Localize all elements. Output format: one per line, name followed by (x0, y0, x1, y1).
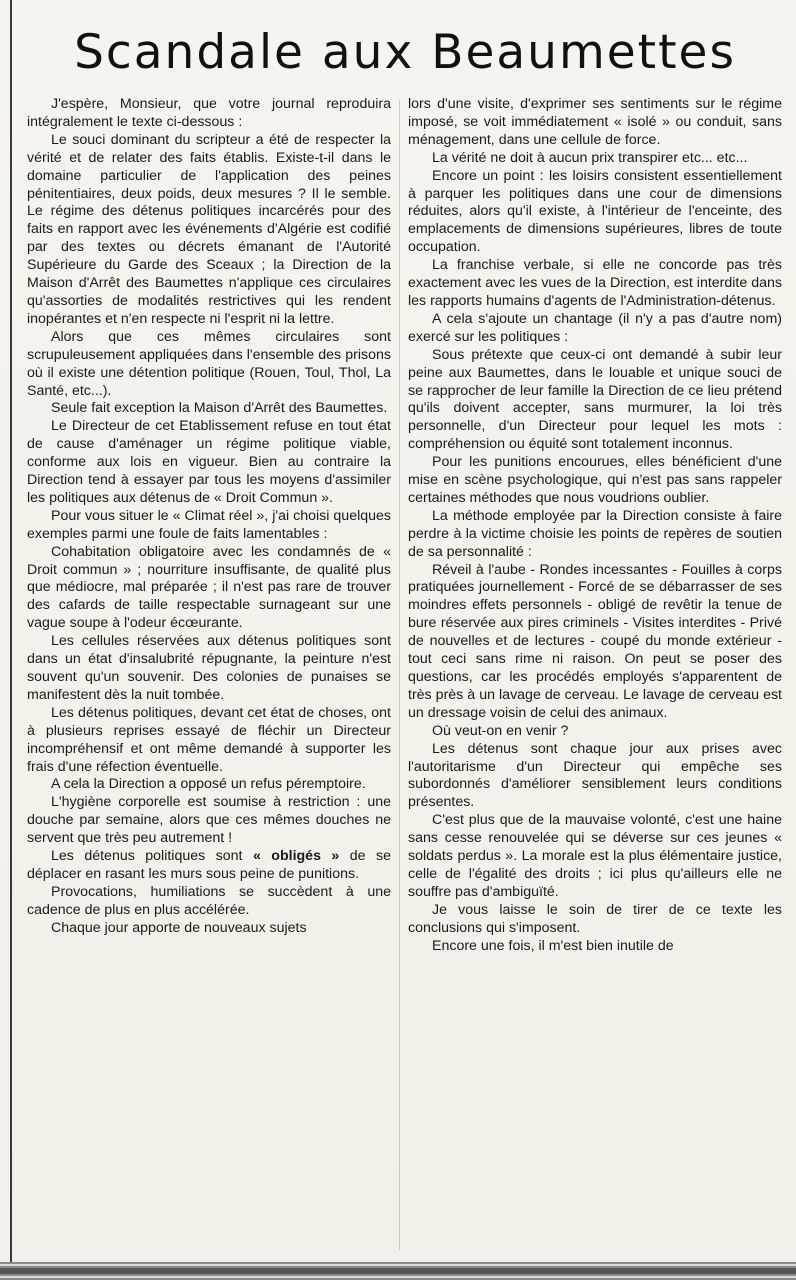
column-divider (399, 100, 400, 1250)
article-paragraph: Pour les punitions encourues, elles bénéficient d'une mise en scène psychologique, qui n'est pas sans rappeler certaines méthodes que nous voudrions oublier. (408, 454, 782, 506)
article-paragraph: Le souci dominant du scripteur a été de respecter la vérité et de relater des faits établis. Existe-t-il dans le domaine particulier de l'application des peines pénitentiaires, deux poids, deux mesures ? Il le semble. Le régime des détenus politiques incarcérés pour des faits en rapport avec les événements d'Algérie est codifié par des textes ou décrets émanant de l'Autorité Supérieure du Garde des Sceaux ; la Direction de la Maison d'Arrêt des Baumettes n'applique ces circulaires qu'assorties de modalités restrictives qui les rendent inopérantes et n'en respecte ni l'esprit ni la lettre. (27, 131, 391, 327)
article-paragraph: Les cellules réservées aux détenus politiques sont dans un état d'insalubrité répugnante, la peinture n'est souvent qu'un souvenir. Des colonies de punaises se manifestent dès la nuit tombée. (27, 633, 391, 703)
emphasized-word: « obligés » (252, 848, 340, 865)
article-paragraph: L'hygiène corporelle est soumise à restriction : une douche par semaine, alors que ces mêmes douches ne servent que très peu autrement ! (27, 794, 391, 847)
article-paragraph: A cela la Direction a opposé un refus péremptoire. (51, 776, 366, 793)
article-paragraph: La méthode employée par la Direction consiste à faire perdre à la victime choisie les points de repères de soutien de sa personnalité : (408, 507, 782, 560)
column-rule (10, 0, 12, 1262)
article-paragraph: J'espère, Monsieur, que votre journal reproduira intégralement le texte ci-dessous : (27, 96, 391, 130)
paragraph-text: Les détenus politiques sont (51, 848, 253, 865)
paragraph-text: de se déplacer en rasant les murs sous peine de punitions. (27, 848, 391, 882)
article-paragraph: La vérité ne doit à aucun prix transpirer etc... etc... (432, 149, 748, 166)
article-paragraph: La franchise verbale, si elle ne concorde pas très exactement avec les vues de la Direction, est interdite dans les rapports humains d'agents de l'Administration-détenus. (408, 257, 782, 309)
article-paragraph (27, 848, 391, 884)
article-paragraph: Je vous laisse le soin de tirer de ce texte les conclusions qui s'imposent. (408, 901, 782, 936)
article-paragraph: Seule fait exception la Maison d'Arrêt des Baumettes. (51, 400, 388, 417)
article-paragraph: Cohabitation obligatoire avec les condamnés de « Droit commun » ; nourriture insuffisante, de qualité plus que médiocre, mal préparée ; il n'est pas rare de trouver des cafards de taille respectable surnageant sur une vague soupe à l'odeur écœurante. (27, 543, 391, 632)
article-column-right (408, 96, 782, 1254)
article-paragraph: Les détenus politiques, devant cet état de choses, ont à plusieurs reprises essayé de fléchir un Directeur incompréhensif et ont même demandé à supporter les frais d'une réfection éventuelle. (27, 704, 391, 775)
article-paragraph: Pour vous situer le « Climat réel », j'ai choisi quelques exemples parmi une foule de faits lamentables : (27, 507, 391, 542)
page-bottom-edge (0, 1262, 796, 1280)
article-paragraph: Réveil à l'aube - Rondes incessantes - Fouilles à corps pratiquées journellement - Forcé de se débarrasser de ses moindres effets personnels - obligé de revêtir la tenue de bure réservée aux pires criminels - Visites interdites - Privé de nouvelles et de lectures - coupé du monde extérieur - tout ceci sans rime ni raison. On peut se poser des questions, car les procédés employés s'apparentent de très près à un lavage de cerveau. Le lavage de cerveau est un dressage voisin de celui des animaux. (408, 561, 782, 721)
article-paragraph: Sous prétexte que ceux-ci ont demandé à subir leur peine aux Baumettes, dans le louable et unique souci de se rapprocher de leur famille la Direction de ce lieu prétend qu'ils doivent accepter, sans murmurer, la loi très personnelle, d'un Directeur pour lequel les mots : compréhension ou équité sont totalement inconnus. (408, 346, 782, 453)
article-paragraph: Le Directeur de cet Etablissement refuse en tout état de cause d'aménager un régime politique viable, conforme aux lois en vigueur. Bien au contraire la Direction tend à essayer par tous les moyens d'assimiler les politiques aux détenus de « Droit Commun ». (27, 418, 391, 506)
article-paragraph: lors d'une visite, d'exprimer ses sentiments sur le régime imposé, se voit immédiatement « isolé » ou conduit, sans ménagement, dans une cellule de force. (408, 96, 782, 148)
article-column-left (27, 96, 391, 1254)
page-bottom-edge-shadow (0, 1268, 796, 1274)
article-title: Scandale aux Beaumettes (74, 25, 736, 80)
article-paragraph: Alors que ces mêmes circulaires sont scrupuleusement appliquées dans l'ensemble des prisons où il existe une détention politique (Rouen, Toul, Thol, La Santé, etc...). (27, 328, 391, 399)
article-paragraph: Les détenus sont chaque jour aux prises avec l'autoritarisme d'un Directeur qui empêche ses subordonnés d'améliorer sensiblement leurs conditions présentes. (408, 740, 782, 811)
article-paragraph: Encore un point : les loisirs consistent essentiellement à parquer les politiques dans une cour de dimensions réduites, alors qu'il existe, à l'intérieur de l'enceinte, des emplacements de dimensions supérieures, libres de toute occupation. (408, 167, 782, 256)
article-paragraph: C'est plus que de la mauvaise volonté, c'est une haine sans cesse renouvelée qui se déverse sur ces jeunes « soldats perdus ». La morale est la plus élémentaire justice, celle de l'égalité des droits ; ici plus qu'ailleurs elle ne souffre pas d'ambiguïté. (408, 812, 782, 900)
article-paragraph: Où veut-on en venir ? (432, 722, 569, 739)
article-paragraph: A cela s'ajoute un chantage (il n'y a pas d'autre nom) exercé sur les politiques : (408, 310, 782, 345)
article-paragraph: Provocations, humiliations se succèdent à une cadence de plus en plus accélérée. (27, 883, 391, 918)
article-paragraph: Chaque jour apporte de nouveaux sujets (51, 919, 307, 936)
article-paragraph: Encore une fois, il m'est bien inutile de (432, 937, 674, 954)
